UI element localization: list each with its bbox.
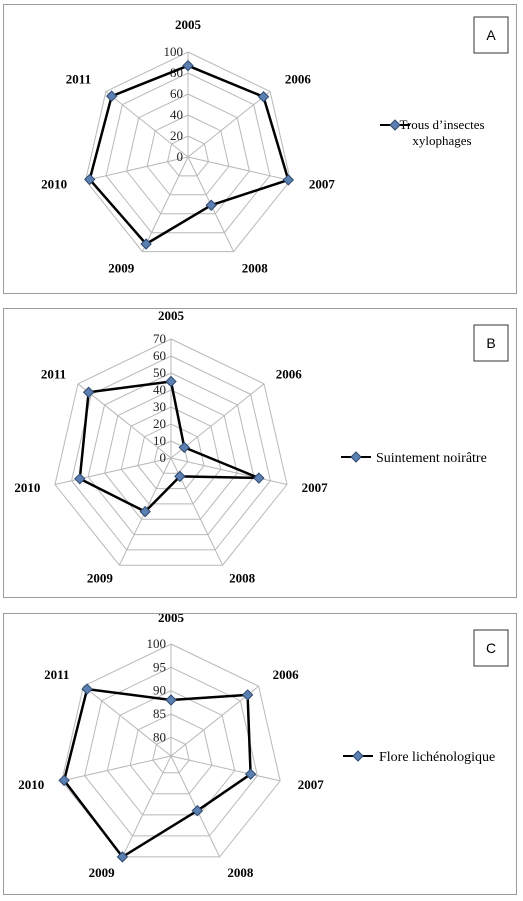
spoke-line — [171, 458, 287, 485]
category-label: 2008 — [241, 260, 268, 276]
tick-label: 95 — [153, 659, 166, 675]
tick-label: 70 — [153, 331, 166, 346]
category-label: 2006 — [284, 71, 311, 87]
tick-label: 0 — [176, 149, 183, 164]
radar-chart-c — [4, 614, 518, 896]
data-marker — [75, 474, 85, 484]
tick-label: 10 — [153, 433, 166, 448]
data-marker — [183, 61, 193, 71]
category-label: 2011 — [65, 71, 92, 87]
category-label: 2007 — [308, 176, 335, 192]
data-marker — [283, 175, 293, 185]
data-marker — [107, 91, 117, 101]
tick-label: 60 — [153, 348, 166, 363]
data-marker — [166, 377, 176, 387]
category-label: 2011 — [40, 366, 67, 382]
legend-marker — [351, 452, 361, 462]
tick-label: 80 — [153, 729, 166, 745]
data-marker — [206, 200, 216, 210]
panel-letter: A — [486, 27, 496, 43]
spoke-line — [142, 157, 188, 252]
radar-chart-b — [4, 309, 518, 599]
category-label: 2009 — [88, 865, 115, 881]
data-marker — [259, 92, 269, 102]
category-label: 2008 — [227, 865, 254, 881]
panel-letter: B — [486, 335, 496, 351]
tick-label: 100 — [163, 44, 183, 59]
legend-marker — [353, 751, 363, 761]
category-label: 2008 — [229, 570, 256, 586]
tick-label: 85 — [153, 706, 166, 721]
tick-label: 40 — [170, 107, 183, 122]
data-marker — [254, 473, 264, 483]
category-label: 2010 — [41, 176, 68, 192]
legend-label: Flore lichénologique — [379, 750, 496, 765]
category-label: 2006 — [272, 666, 299, 682]
legend — [343, 750, 495, 765]
tick-label: 30 — [153, 399, 166, 414]
category-label: 2007 — [301, 479, 328, 495]
category-label: 2009 — [108, 260, 135, 276]
tick-label: 100 — [146, 636, 166, 651]
data-marker — [243, 690, 253, 700]
legend — [341, 451, 487, 466]
category-label: 2005 — [175, 17, 201, 32]
tick-label: 0 — [159, 450, 166, 465]
series-line — [80, 382, 259, 512]
chart-panel-a — [3, 4, 517, 294]
grid-lines — [86, 52, 291, 252]
category-label: 2005 — [158, 614, 184, 625]
category-label: 2006 — [275, 366, 302, 382]
category-label: 2011 — [44, 666, 70, 682]
category-label: 2005 — [158, 309, 184, 323]
tick-label: 80 — [170, 65, 183, 80]
legend-label-line: xylophages — [412, 133, 472, 148]
legend — [380, 117, 485, 148]
tick-labels — [147, 636, 167, 744]
data-marker — [179, 442, 189, 452]
tick-label: 40 — [153, 382, 166, 397]
tick-label: 60 — [170, 86, 183, 101]
grid-lines — [55, 339, 287, 565]
spoke-line — [171, 756, 280, 781]
category-label: 2009 — [86, 570, 113, 586]
category-label: 2007 — [297, 776, 324, 792]
tick-label: 50 — [153, 365, 166, 380]
grid-lines — [62, 644, 280, 857]
legend-label: Suintement noirâtre — [376, 451, 487, 466]
category-label: 2010 — [14, 479, 41, 495]
tick-label: 20 — [170, 128, 183, 143]
tick-label: 20 — [153, 416, 166, 431]
panel-letter: C — [485, 640, 497, 656]
series-line — [90, 66, 289, 244]
spoke-line — [171, 756, 220, 857]
chart-panel-b — [3, 308, 517, 598]
spoke-line — [62, 756, 171, 781]
chart-panel-c — [3, 613, 517, 895]
spoke-line — [55, 458, 171, 485]
data-marker — [166, 695, 176, 705]
radar-chart-a — [4, 5, 518, 295]
legend-label-line: Trous d’insectes — [399, 117, 485, 132]
tick-label: 90 — [153, 682, 166, 698]
category-label: 2010 — [18, 776, 45, 792]
data-marker — [84, 387, 94, 397]
legend-label — [399, 117, 484, 148]
